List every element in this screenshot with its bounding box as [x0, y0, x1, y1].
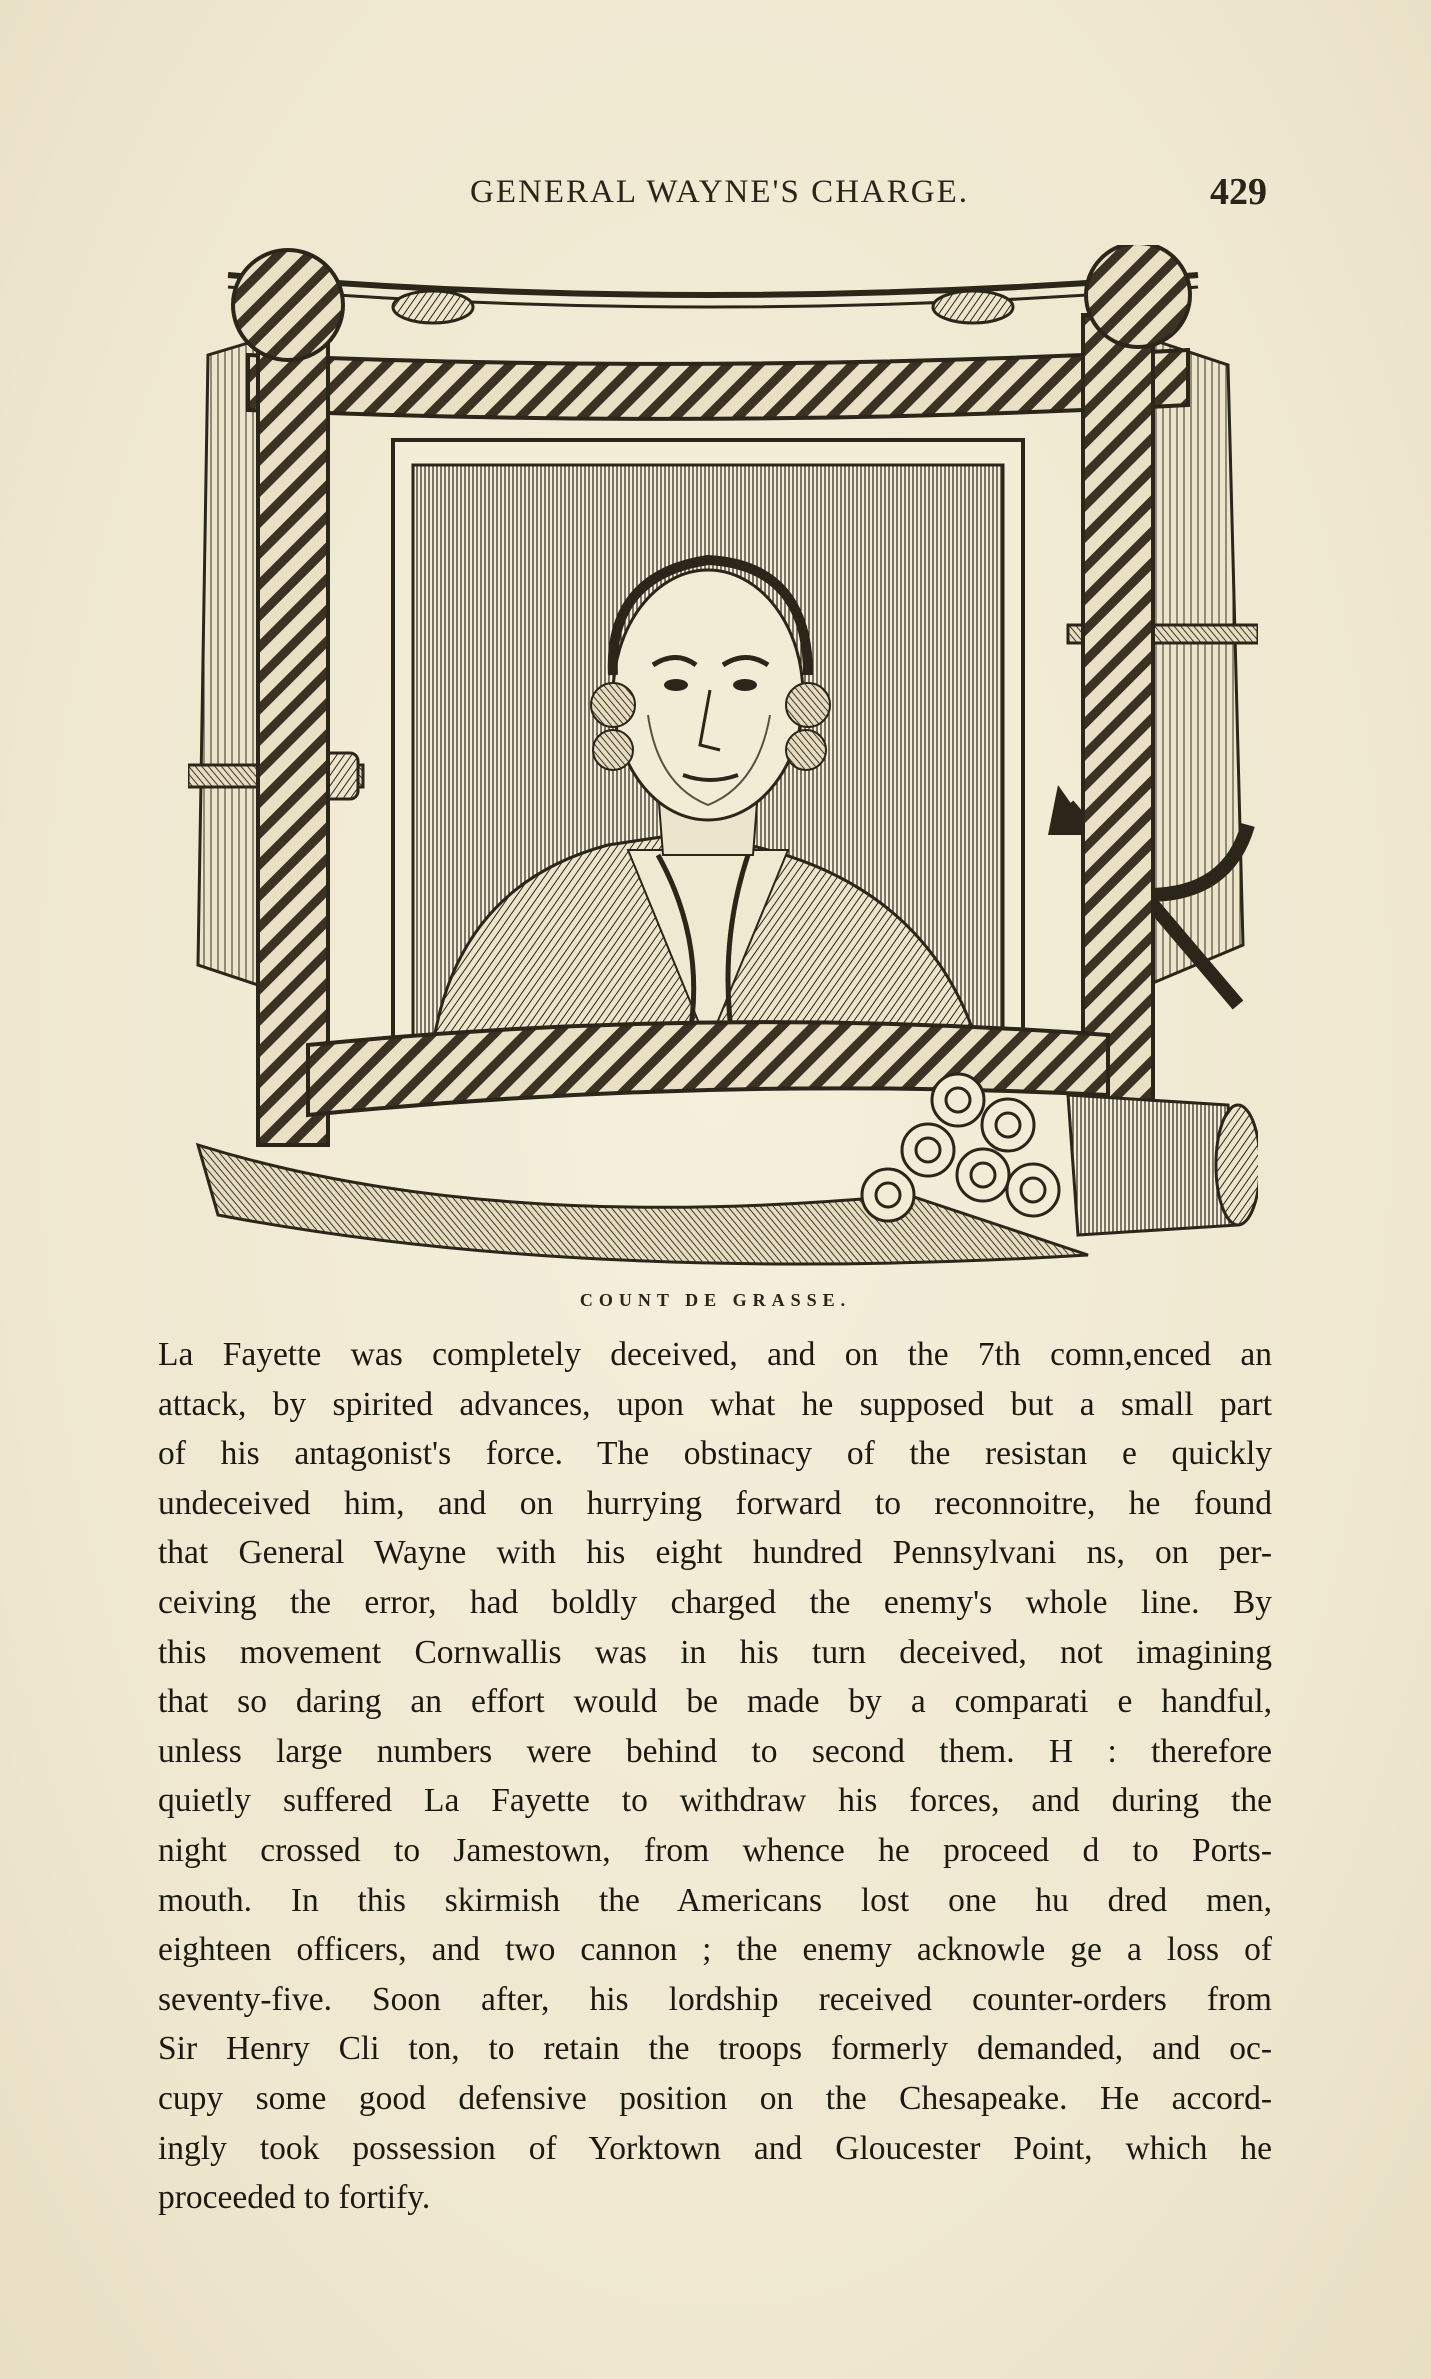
page-number: 429 — [1210, 171, 1267, 213]
text-line: night crossed to Jamestown, from whence he proceed d to Ports- — [158, 1831, 1272, 1869]
text-line: attack, by spirited advances, upon what he supposed but a small part — [158, 1385, 1272, 1423]
text-line: Sir Henry Cli ton, to retain the troops formerly demanded, and oc- — [158, 2030, 1272, 2068]
text-line: this movement Cornwallis was in his turn deceived, not imagining — [158, 1633, 1272, 1671]
figure-caption: COUNT DE GRASSE. — [579, 1290, 852, 1310]
body-text — [158, 1330, 1272, 2223]
text-line: eighteen officers, and two cannon ; the enemy acknowle ge a loss of — [158, 1931, 1272, 1969]
text-line: unless large numbers were behind to second them. H : therefore — [158, 1732, 1272, 1770]
text-line: seventy-five. Soon after, his lordship received counter-orders from — [158, 1980, 1272, 2018]
text-line: cupy some good defensive position on the Chesapeake. He accord- — [158, 2079, 1272, 2117]
text-line: ceiving the error, had boldly charged the enemy's whole line. By — [158, 1583, 1272, 1621]
text-line: quietly suffered La Fayette to withdraw his forces, and during the — [158, 1782, 1272, 1820]
text-line: of his antagonist's force. The obstinacy of the resistan e quickly — [158, 1435, 1272, 1473]
text-line: La Fayette was completely deceived, and on the 7th comn,enced an — [158, 1336, 1272, 1373]
portrait-engraving-icon — [188, 245, 1258, 1270]
text-line: undeceived him, and on hurrying forward to reconnoitre, he found — [158, 1484, 1272, 1522]
text-line: ingly took possession of Yorktown and Gloucester Point, which he — [158, 2129, 1272, 2167]
text-line: that so daring an effort would be made by a comparati e handful, — [158, 1683, 1272, 1721]
text-line: proceeded to fortify. — [158, 2179, 431, 2217]
running-head: GENERAL WAYNE'S CHARGE. — [470, 174, 969, 210]
text-line: that General Wayne with his eight hundred Pennsylvani ns, on per- — [158, 1534, 1272, 1572]
text-line: mouth. In this skirmish the Americans lost one hu dred men, — [158, 1881, 1272, 1919]
